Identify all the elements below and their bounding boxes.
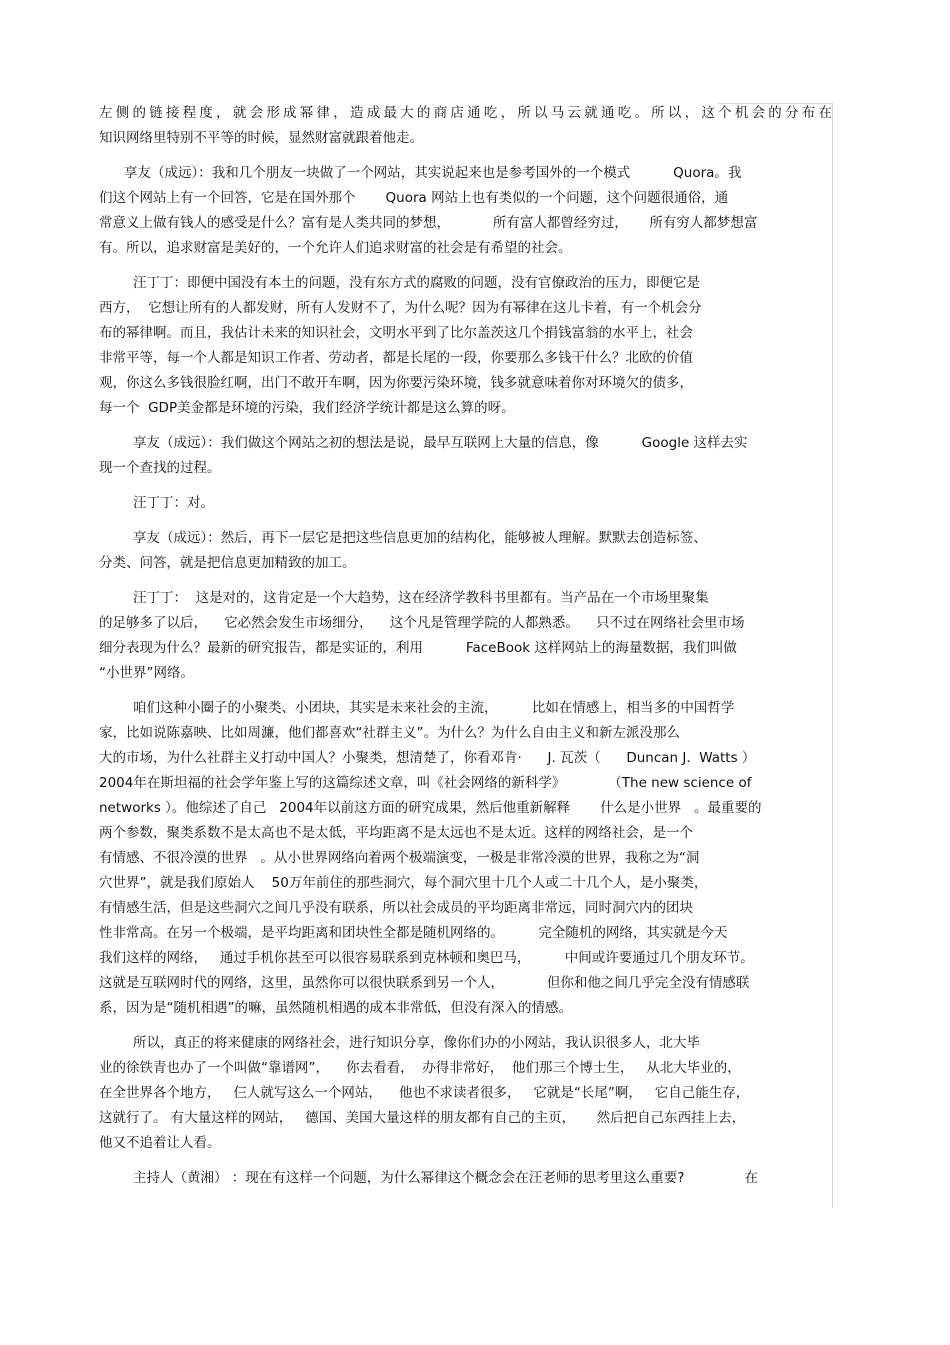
text-line: 布的幂律啊。而且，我估计未来的知识社会，文明水平到了比尔盖茨这几个捐钱富翁的水平上，社会 [99, 325, 693, 341]
paragraph-5 [99, 491, 832, 516]
page-frame-right-edge [832, 103, 833, 1208]
text-line: 咱们这种小圈子的小聚类、小团块，其实是未来社会的主流， 比如在情感上，相当多的中国哲学 [133, 700, 735, 716]
text-line: 分类、问答，就是把信息更加精致的加工。 [99, 555, 356, 571]
text-line: 知识网络里特别不平等的时候，显然财富就跟着他走。 [99, 130, 423, 146]
paragraph-10 [99, 1166, 832, 1191]
paragraph-3 [99, 271, 832, 421]
paragraph-4 [99, 431, 832, 481]
text-line: 主持人（黄湘） ：现在有这样一个问题，为什么幂律这个概念会在汪老师的思考里这么重要? 在 [133, 1170, 759, 1186]
text-line: 2004年在斯坦福的社会学年鉴上写的这篇综述文章，叫《社会网络的新科学》 （The new science of [99, 775, 752, 791]
text-line: 这就行了。 有大量这样的网站， 德国、美国大量这样的朋友都有自己的主页， 然后把自己东西挂上去， [99, 1110, 746, 1126]
text-line: 观，你这么多钱很脸红啊，出门不敢开车啊，因为你要污染环境，钱多就意味着你对环境欠的债多， [99, 375, 693, 391]
text-line: 汪丁丁： 这是对的，这肯定是一个大趋势，这在经济学教科书里都有。当产品在一个市场里聚集 [133, 590, 709, 606]
text-line: 非常平等，每一个人都是知识工作者、劳动者，都是长尾的一段，你要那么多钱干什么？北欧的价值 [99, 350, 693, 366]
text-line: 系，因为是“随机相遇”的嘛，虽然随机相遇的成本非常低，但没有深入的情感。 [99, 1000, 572, 1016]
text-line: 大的市场，为什么社群主义打动中国人？小聚类，想清楚了，你看邓肯· J. 瓦茨（ Duncan J. Watts ） [99, 750, 756, 766]
paragraph-8 [99, 696, 832, 1021]
text-line: 有情感、不很冷漠的世界 。从小世界网络向着两个极端演变，一极是非常冷漠的世界，我称之为“洞 [99, 850, 700, 866]
text-line: 享友（成远）：我们做这个网站之初的想法是说，最早互联网上大量的信息，像 Google 这样去实 [133, 435, 748, 451]
paragraph-6 [99, 526, 832, 576]
text-line: 有情感生活，但是这些洞穴之间几乎没有联系，所以社会成员的平均距离非常远，同时洞穴内的团块 [99, 900, 693, 916]
text-line: 享友（成远）：我和几个朋友一块做了一个网站，其实说起来也是参考国外的一个模式 Quora。我 [124, 165, 742, 181]
text-line: 享友（成远）：然后，再下一层它是把这些信息更加的结构化，能够被人理解。默默去创造标签、 [133, 530, 707, 546]
text-line: 左侧的链接程度，就会形成幂律，造成最大的商店通吃，所以马云就通吃。所以，这个机会的分布在 [99, 105, 832, 121]
text-line: “小世界”网络。 [99, 665, 194, 681]
text-line: 我们这样的网络， 通过手机你甚至可以很容易联系到克林顿和奥巴马， 中间或许要通过几个朋友环节。 [99, 950, 754, 966]
text-line: 常意义上做有钱人的感受是什么？富有是人类共同的梦想， 所有富人都曾经穷过， 所有穷人都梦想富 [99, 215, 758, 231]
paragraph-9 [99, 1031, 832, 1156]
text-line: 业的徐铁青也办了一个叫做“靠谱网”， 你去看看， 办得非常好， 他们那三个博士生， 从北大毕业的， [99, 1060, 741, 1076]
text-line: 每一个 GDP美金都是环境的污染，我们经济学统计都是这么算的呀。 [99, 400, 515, 416]
text-line: 们这个网站上有一个回答，它是在国外那个 Quora 网站上也有类似的一个问题，这个问题很通俗，通 [99, 190, 729, 206]
document-page [99, 101, 832, 1201]
paragraph-7 [99, 586, 832, 686]
text-line: 汪丁丁：即便中国没有本土的问题，没有东方式的腐败的问题，没有官僚政治的压力，即便它是 [133, 275, 700, 291]
text-line: 这就是互联网时代的网络，这里，虽然你可以很快联系到另一个人， 但你和他之间几乎完全没有情感联 [99, 975, 750, 991]
text-line: 有。所以，追求财富是美好的，一个允许人们追求财富的社会是有希望的社会。 [99, 240, 572, 256]
text-line: 汪丁丁：对。 [133, 495, 214, 511]
text-line: 在全世界各个地方， 仨人就写这么一个网站， 他也不求读者很多， 它就是“长尾”啊， 它自己能生存， [99, 1085, 750, 1101]
text-line: 家，比如说陈嘉映、比如周濂，他们都喜欢“社群主义”。为什么？为什么自由主义和新左派没那么 [99, 725, 680, 741]
text-line: 所以，真正的将来健康的网络社会，进行知识分享，像你们办的小网站，我认识很多人，北大毕 [133, 1035, 700, 1051]
text-line: 现一个查找的过程。 [99, 460, 221, 476]
text-line: 细分表现为什么？最新的研究报告，都是实证的，利用 FaceBook 这样网站上的海量数据，我们叫做 [99, 640, 737, 656]
text-line: 两个参数，聚类系数不是太高也不是太低，平均距离不是太远也不是太近。这样的网络社会，是一个 [99, 825, 693, 841]
text-line: 他又不追着让人看。 [99, 1135, 221, 1151]
text-line: 穴世界”，就是我们原始人 50万年前住的那些洞穴，每个洞穴里十几个人或二十几个人，是小聚类， [99, 875, 708, 891]
text-line: 性非常高。在另一个极端，是平均距离和团块性全都是随机网络的。 完全随机的网络，其实就是今天 [99, 925, 728, 941]
text-line: networks ）。他综述了自己 2004年以前这方面的研究成果，然后他重新解释 什么是小世界 。最重要的 [99, 800, 762, 816]
text-line: 的足够多了以后， 它必然会发生市场细分， 这个凡是管理学院的人都熟悉。 只不过在网络社会里市场 [99, 615, 745, 631]
paragraph-1 [99, 101, 832, 151]
text-line: 西方， 它想让所有的人都发财，所有人发财不了，为什么呢？因为有幂律在这儿卡着，有一个机会分 [99, 300, 702, 316]
paragraph-2 [99, 161, 832, 261]
